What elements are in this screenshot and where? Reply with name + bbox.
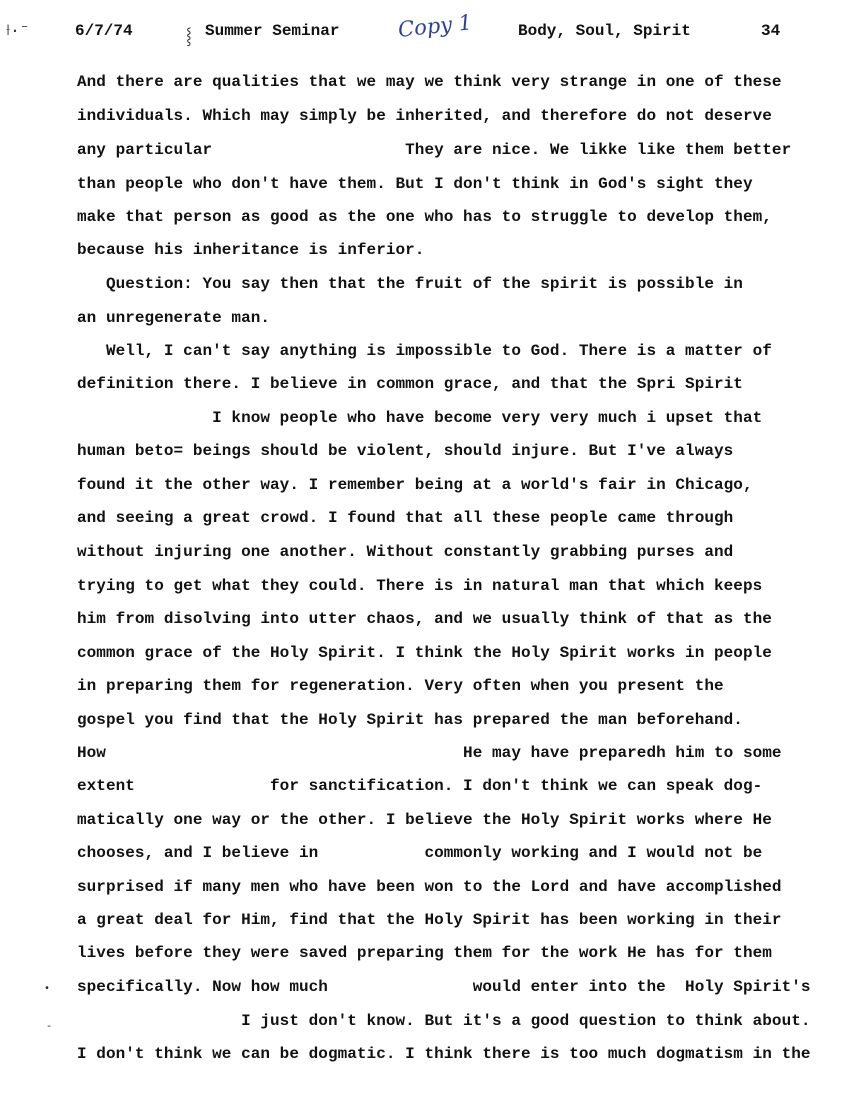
text-line: than people who don't have them. But I don't think in God's sight they [77,175,753,193]
text-line: matically one way or the other. I believe the Holy Spirit works where He [77,811,772,829]
text-line: And there are qualities that we may we think very strange in one of these [77,73,782,91]
text-line: chooses, and I believe in commonly working and I would not be [77,844,763,862]
text-line: I don't think we can be dogmatic. I think there is too much dogmatism in the [77,1045,811,1063]
text-line: extent for sanctification. I don't think we can speak dog- [77,777,763,795]
text-line: him from disolving into utter chaos, and we usually think of that as the [77,610,772,628]
text-line: How He may have preparedh him to some [77,744,782,762]
margin-tick: ⸾ [186,28,192,46]
header-date: 6/7/74 [75,22,133,40]
text-line: individuals. Which may simply be inherited, and therefore do not deserve [77,107,772,125]
text-line: trying to get what they could. There is in natural man that which keeps [77,577,763,595]
text-line: lives before they were saved preparing them for the work He has for them [77,944,772,962]
text-line: definition there. I believe in common grace, and that the Spri Spirit [77,375,743,393]
text-line: Well, I can't say anything is impossible to God. There is a matter of [77,342,772,360]
handwritten-note: Copy 1 [396,10,474,42]
page-number: 34 [761,22,781,40]
header-topic: Body, Soul, Spirit [518,22,691,40]
text-line: I just don't know. But it's a good question to think about. [77,1012,811,1030]
margin-mark: ⟊·⁻ [6,22,30,40]
text-line: any particular They are nice. We likke like them better [77,141,792,159]
text-line: and seeing a great crowd. I found that all these people came through [77,509,734,527]
text-line: I know people who have become very very much i upset that [77,409,763,427]
text-line: an unregenerate man. [77,309,271,327]
text-line: Question: You say then that the fruit of the spirit is possible in [77,275,743,293]
text-line: specifically. Now how much would enter into the Holy Spirit's [77,978,811,996]
margin-dot: • [44,984,51,995]
text-line: gospel you find that the Holy Spirit has prepared the man beforehand. [77,711,743,729]
text-line: common grace of the Holy Spirit. I think the Holy Spirit works in people [77,644,772,662]
text-line: in preparing them for regeneration. Very often when you present the [77,677,724,695]
text-line: surprised if many men who have been won to the Lord and have accomplished [77,878,782,896]
text-line: human beto= beings should be violent, should injure. But I've always [77,442,734,460]
text-line: make that person as good as the one who has to struggle to develop them, [77,208,772,226]
text-line: found it the other way. I remember being at a world's fair in Chicago, [77,476,753,494]
margin-dot: - [46,1022,53,1033]
text-line: because his inheritance is inferior. [77,241,425,259]
text-line: a great deal for Him, find that the Holy Spirit has been working in their [77,911,782,929]
text-line: without injuring one another. Without constantly grabbing purses and [77,543,734,561]
header-series: Summer Seminar [205,22,340,40]
